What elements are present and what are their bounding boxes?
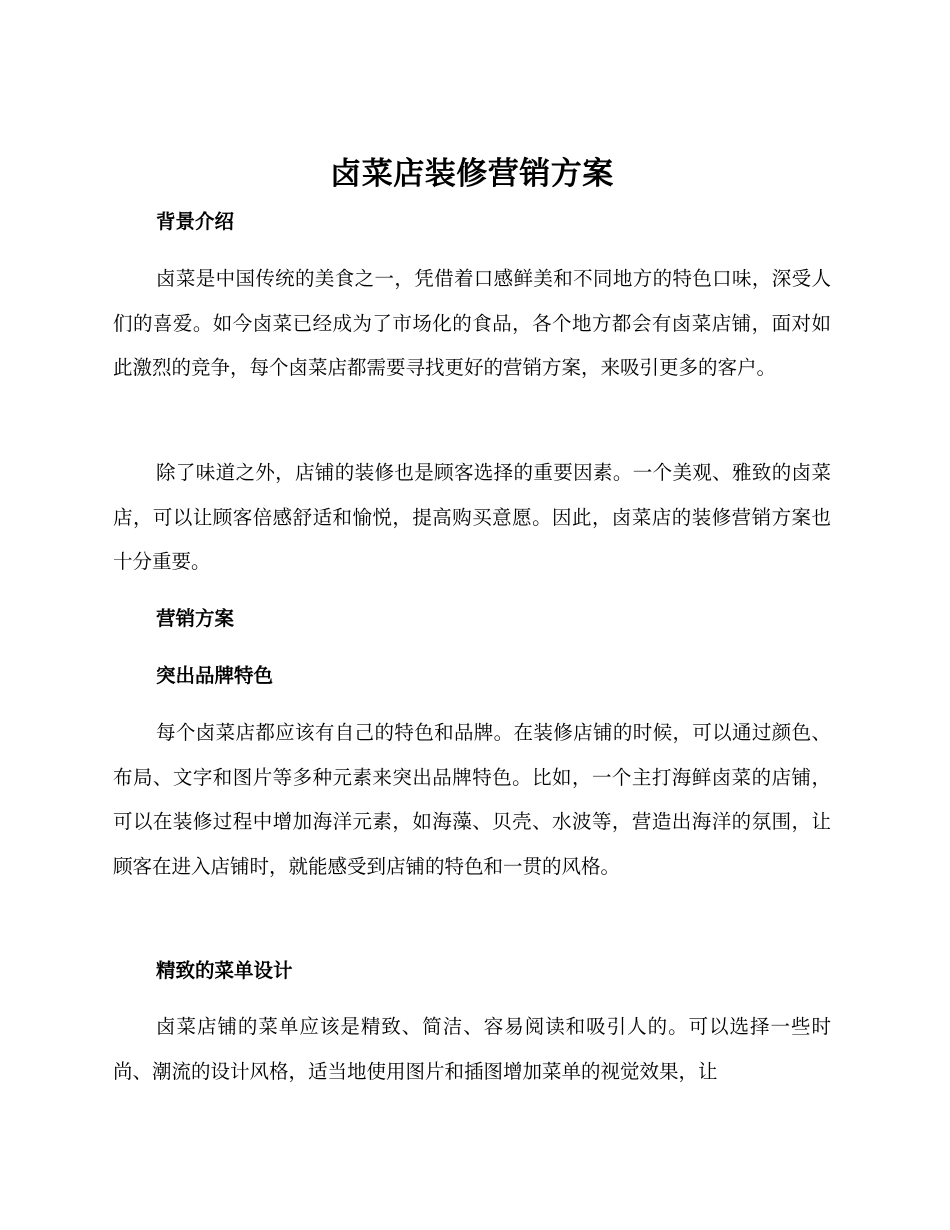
menu-heading: 精致的菜单设计: [156, 959, 293, 982]
background-paragraph-2: 除了味道之外，店铺的装修也是顾客选择的重要因素。一个美观、雅致的卤菜店，可以让顾客倍感舒适和愉悦，提高购买意愿。因此，卤菜店的装修营销方案也十分重要。: [113, 461, 831, 574]
brand-paragraph: 每个卤菜店都应该有自己的特色和品牌。在装修店铺的时候，可以通过颜色、布局、文字和图片等多种元素来突出品牌特色。比如，一个主打海鲜卤菜的店铺，可以在装修过程中增加海洋元素，如海藻、贝壳、水波等，营造出海洋的氛围，让顾客在进入店铺时，就能感受到店铺的特色和一贯的风格。: [113, 721, 831, 878]
background-heading: 背景介绍: [156, 210, 235, 233]
marketing-heading: 营销方案: [156, 607, 235, 630]
background-paragraph-1: 卤菜是中国传统的美食之一，凭借着口感鲜美和不同地方的特色口味，深受人们的喜爱。如今卤菜已经成为了市场化的食品，各个地方都会有卤菜店铺，面对如此激烈的竞争，每个卤菜店都需要寻找更好的营销方案，来吸引更多的客户。: [113, 267, 831, 380]
brand-heading: 突出品牌特色: [156, 664, 274, 687]
document-title: 卤菜店装修营销方案: [330, 156, 614, 192]
menu-paragraph: 卤菜店铺的菜单应该是精致、简洁、容易阅读和吸引人的。可以选择一些时尚、潮流的设计风格，适当地使用图片和插图增加菜单的视觉效果，让: [113, 1015, 831, 1083]
